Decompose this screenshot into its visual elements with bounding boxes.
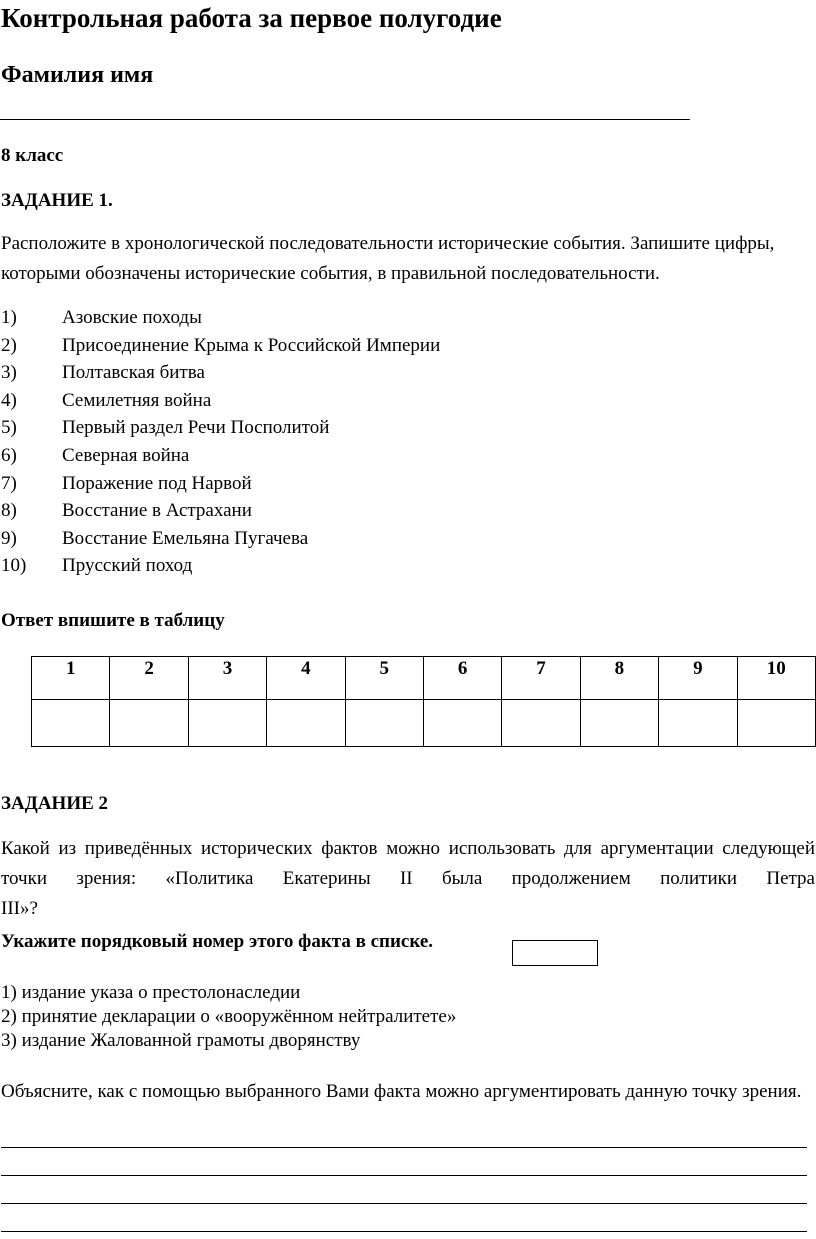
- task2-question: [1, 834, 815, 924]
- list-item: [1, 387, 701, 415]
- event-number: 9): [1, 527, 17, 549]
- answer-cell[interactable]: [188, 700, 266, 747]
- list-item: 1) издание указа о престолонаследии: [1, 982, 301, 1003]
- answer-cell[interactable]: [737, 700, 815, 747]
- task2-answer-box[interactable]: [512, 940, 598, 966]
- event-text: Семилетняя война: [62, 389, 212, 411]
- event-text: Восстание в Астрахани: [62, 500, 252, 522]
- event-number: 4): [1, 389, 17, 411]
- answer-cell[interactable]: [345, 700, 423, 747]
- event-number: 2): [1, 334, 17, 356]
- grade-label: 8 класс: [1, 145, 64, 166]
- list-item: [1, 414, 701, 442]
- list-item: [1, 442, 701, 470]
- answer-table-header-cell: 5: [345, 657, 423, 700]
- answer-table-header-cell: 4: [267, 657, 345, 700]
- name-label: Фамилия имя: [1, 62, 154, 88]
- task1-instructions: Расположите в хронологической последовательности исторические события. Запишите цифры, которыми обозначены исторические события, в правильной последовательности.: [1, 233, 775, 284]
- event-text: Первый раздел Речи Посполитой: [62, 417, 330, 439]
- answer-table-input-row: [32, 700, 816, 747]
- task1-heading: ЗАДАНИЕ 1.: [1, 190, 113, 211]
- answer-table-header-cell: 7: [502, 657, 580, 700]
- answer-cell[interactable]: [32, 700, 110, 747]
- event-number: 10): [1, 555, 27, 577]
- list-item: [1, 552, 701, 580]
- event-text: Восстание Емельяна Пугачева: [62, 527, 309, 549]
- task2-options: [1, 981, 456, 1053]
- answer-cell[interactable]: [659, 700, 737, 747]
- event-text: Полтавская битва: [62, 362, 205, 384]
- list-item: 3) издание Жалованной грамоты дворянству: [1, 1030, 361, 1051]
- event-number: 6): [1, 444, 17, 466]
- answer-table-header-cell: 2: [110, 657, 188, 700]
- event-number: 8): [1, 500, 17, 522]
- event-number: 7): [1, 472, 17, 494]
- answer-table: [31, 656, 816, 747]
- answer-table-header-cell: 1: [32, 657, 110, 700]
- answer-table-header-cell: 3: [188, 657, 266, 700]
- answer-write-line[interactable]: [1, 1147, 807, 1148]
- list-item: 2) принятие декларации о «вооружённом нейтралитете»: [1, 1006, 457, 1027]
- event-text: Азовские походы: [62, 307, 202, 328]
- answer-table-header-cell: 6: [423, 657, 501, 700]
- list-item: [1, 497, 701, 525]
- answer-cell[interactable]: [580, 700, 658, 747]
- list-item: [1, 332, 701, 360]
- events-list: [1, 304, 701, 580]
- event-text: Поражение под Нарвой: [62, 472, 252, 494]
- task2-question-main: Какой из приведённых исторических фактов можно использовать для аргументации следующей точки зрения: «Политика Екатерины II была продолжением политики Петра: [1, 838, 815, 889]
- task2-question-tail: III»?: [1, 898, 38, 919]
- answer-table-header-cell: 10: [737, 657, 815, 700]
- event-number: 1): [1, 307, 17, 328]
- list-item: [1, 525, 701, 553]
- answer-cell[interactable]: [502, 700, 580, 747]
- task2-instruction: Укажите порядковый номер этого факта в списке.: [1, 931, 434, 952]
- task2-explain-prompt: Объясните, как с помощью выбранного Вами факта можно аргументировать данную точку зрения.: [1, 1081, 802, 1102]
- answer-table-header-row: [32, 657, 816, 700]
- task2-heading: ЗАДАНИЕ 2: [1, 793, 109, 814]
- list-item: [1, 359, 701, 387]
- answer-table-header-cell: 9: [659, 657, 737, 700]
- list-item: [1, 304, 701, 332]
- name-write-line[interactable]: [0, 119, 690, 120]
- answer-table-label: Ответ впишите в таблицу: [1, 610, 225, 631]
- answer-cell[interactable]: [423, 700, 501, 747]
- event-text: Северная война: [62, 444, 190, 466]
- answer-table-header-cell: 8: [580, 657, 658, 700]
- event-text: Присоединение Крыма к Российской Империи: [62, 334, 441, 356]
- answer-write-line[interactable]: [1, 1231, 807, 1232]
- answer-cell[interactable]: [267, 700, 345, 747]
- event-number: 5): [1, 417, 17, 439]
- answer-write-line[interactable]: [1, 1175, 807, 1176]
- event-number: 3): [1, 362, 17, 384]
- list-item: [1, 470, 701, 498]
- answer-cell[interactable]: [110, 700, 188, 747]
- event-text: Прусский поход: [62, 555, 193, 577]
- page-title: Контрольная работа за первое полугодие: [1, 3, 502, 33]
- answer-write-line[interactable]: [1, 1203, 807, 1204]
